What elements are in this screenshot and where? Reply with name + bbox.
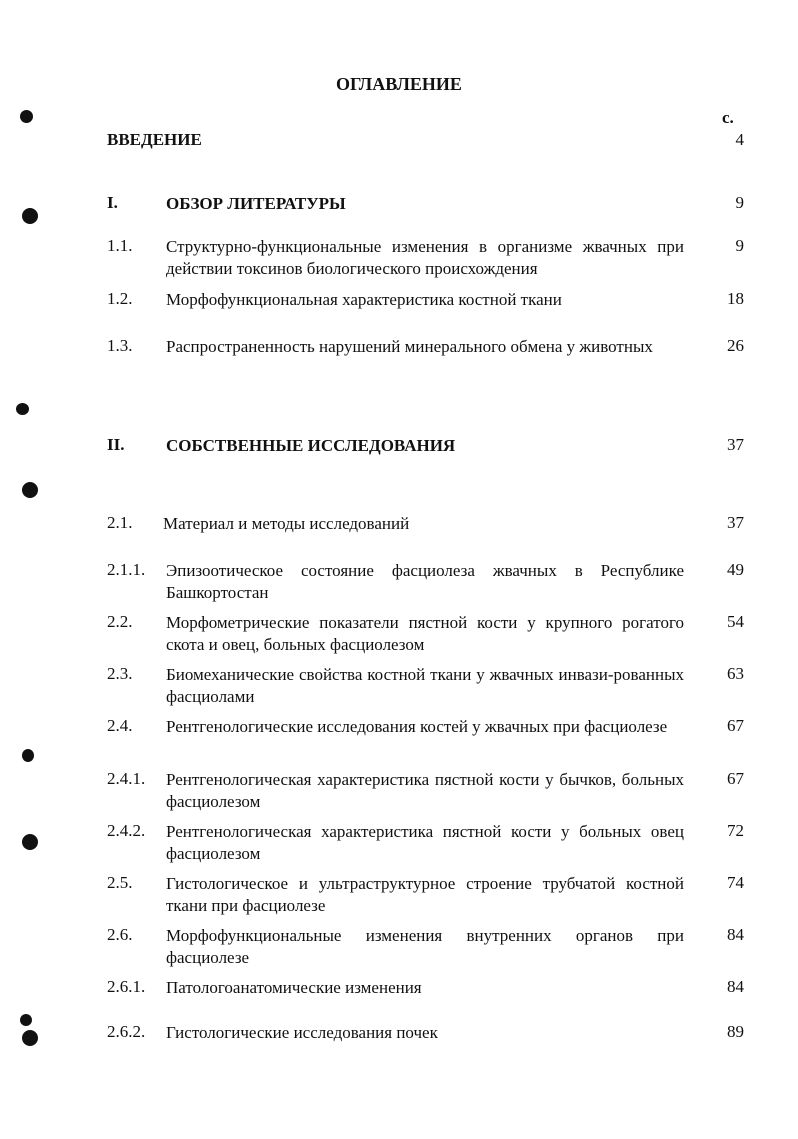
toc-entry-page: 67 [727, 769, 744, 788]
toc-entry-title: Рентгенологические исследования костей у жвачных при фасциолезе [166, 717, 668, 736]
toc-entry-number: 1.3. [107, 336, 133, 355]
toc-entry-title: Морфофункциональные изменения внутренних органов при фасциолезе [166, 926, 684, 967]
toc-entry-number: II. [107, 435, 125, 454]
toc-entry-title: Распространенность нарушений минерального обмена у животных [166, 337, 653, 356]
toc-entry-title: ВВЕДЕНИЕ [107, 130, 202, 149]
punch-hole-mark [20, 110, 33, 123]
toc-entry-number: 2.6.2. [107, 1022, 146, 1041]
toc-entry-page: 54 [727, 612, 744, 631]
toc-entry-page: 84 [727, 977, 744, 996]
toc-entry-title: Морфометрические показатели пястной кости у крупного рогатого скота и овец, больных фасциолезом [166, 613, 684, 654]
toc-entry-title: Гистологические исследования почек [166, 1023, 438, 1042]
punch-hole-mark [22, 1030, 38, 1046]
toc-entry-number: 2.5. [107, 873, 133, 892]
toc-entry-title: ОБЗОР ЛИТЕРАТУРЫ [166, 194, 346, 213]
toc-entry-title: Эпизоотическое состояние фасциолеза жвачных в Республике Башкортостан [166, 561, 684, 602]
toc-entry-number: 2.6.1. [107, 977, 146, 996]
toc-entry-page: 4 [735, 130, 744, 149]
punch-hole-mark [16, 403, 29, 415]
toc-entry-number: 2.4.1. [107, 769, 146, 788]
toc-entry-page: 37 [727, 435, 744, 454]
toc-entry-title: Патологоанатомические изменения [166, 978, 422, 997]
toc-entry-number: 2.4. [107, 716, 133, 735]
toc-entry-title: Гистологическое и ультраструктурное строение трубчатой костной ткани при фасциолезе [166, 874, 684, 915]
toc-entry-page: 74 [727, 873, 744, 892]
toc-entry-number: 2.1. [107, 513, 133, 532]
punch-hole-mark [22, 208, 38, 224]
toc-entry-page: 72 [727, 821, 744, 840]
toc-entry-number: 2.2. [107, 612, 133, 631]
toc-entry-page: 26 [727, 336, 744, 355]
toc-entry-page: 9 [735, 236, 744, 255]
toc-entry-page: 9 [735, 193, 744, 212]
page-title: ОГЛАВЛЕНИЕ [336, 74, 462, 94]
toc-entry-title: Рентгенологическая характеристика пястной кости у бычков, больных фасциолезом [166, 770, 684, 811]
toc-entry-number: 2.4.2. [107, 821, 146, 840]
toc-entry-page: 49 [727, 560, 744, 579]
punch-hole-mark [22, 482, 38, 498]
toc-entry-title: Биомеханические свойства костной ткани у жвачных инвази-рованных фасциолами [166, 665, 684, 706]
toc-entry-number: 2.3. [107, 664, 133, 683]
toc-entry-title: СОБСТВЕННЫЕ ИССЛЕДОВАНИЯ [166, 436, 456, 455]
toc-entry-title: Структурно-функциональные изменения в организме жвачных при действии токсинов биологического происхождения [166, 237, 684, 278]
toc-entry-page: 63 [727, 664, 744, 683]
toc-entry-title: Рентгенологическая характеристика пястной кости у больных овец фасциолезом [166, 822, 684, 863]
toc-entry-number: 1.1. [107, 236, 133, 255]
punch-hole-mark [20, 1014, 32, 1026]
toc-entry-number: 2.1.1. [107, 560, 146, 579]
toc-entry-number: 1.2. [107, 289, 133, 308]
toc-entry-title: Морфофункциональная характеристика костной ткани [166, 290, 562, 309]
toc-entry-page: 18 [727, 289, 744, 308]
toc-entry-number: 2.6. [107, 925, 133, 944]
page-column-header: с. [722, 108, 734, 127]
toc-entry-title: Материал и методы исследований [163, 514, 410, 533]
toc-entry-page: 67 [727, 716, 744, 735]
punch-hole-mark [22, 834, 38, 850]
toc-entry-page: 89 [727, 1022, 744, 1041]
punch-hole-mark [22, 749, 34, 762]
toc-entry-page: 84 [727, 925, 744, 944]
toc-entry-number: I. [107, 193, 118, 212]
toc-entry-page: 37 [727, 513, 744, 532]
